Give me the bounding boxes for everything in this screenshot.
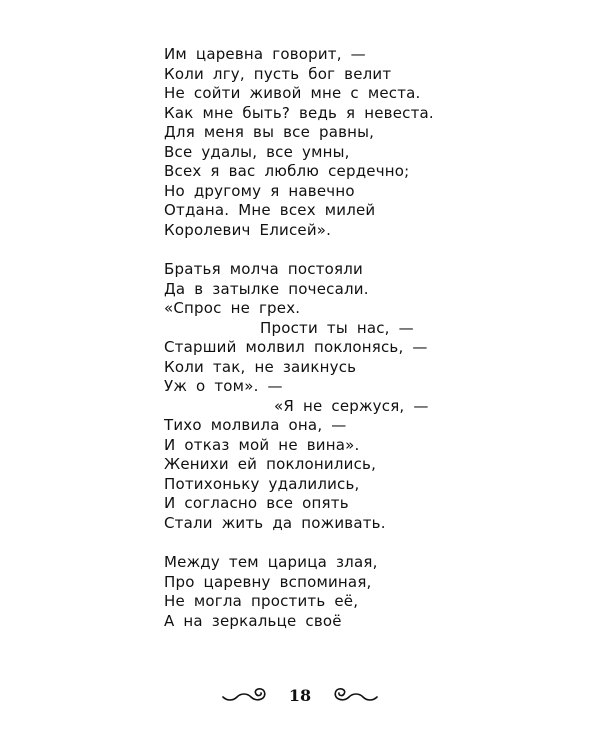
flourish-right-icon bbox=[333, 683, 379, 707]
poem-line: Не сойти живой мне с места. bbox=[164, 84, 421, 102]
poem-line: Все удалы, все умны, bbox=[164, 142, 350, 161]
stanza-3 bbox=[164, 553, 564, 631]
poem-line: Коли так, не заикнусь bbox=[164, 357, 357, 376]
poem-line: Женихи ей поклонились, bbox=[164, 455, 377, 473]
poem-line: Уж о том». — bbox=[164, 377, 283, 395]
poem-line: А на зеркальце своё bbox=[164, 611, 342, 630]
poem-line: Потихоньку удалились, bbox=[164, 474, 360, 493]
poem-line: Стали жить да поживать. bbox=[164, 513, 386, 532]
poem-line: Между тем царица злая, bbox=[164, 553, 378, 571]
poem-line: Но другому я навечно bbox=[164, 181, 355, 200]
poem-line: Отдана. Мне всех милей bbox=[164, 201, 376, 219]
poem-line: Братья молча постояли bbox=[164, 260, 363, 278]
poem-line: Старший молвил поклонясь, — bbox=[164, 338, 428, 356]
poem-line: Да в затылке почесали. bbox=[164, 279, 369, 298]
poem-line: Для меня вы все равны, bbox=[164, 123, 375, 141]
stanza-2 bbox=[164, 260, 564, 533]
poem-line: Как мне быть? ведь я невеста. bbox=[164, 103, 434, 122]
poem-line: Тихо молвила она, — bbox=[164, 416, 347, 434]
stanza-1 bbox=[164, 45, 564, 240]
poem-line: Королевич Елисей». bbox=[164, 220, 332, 239]
page-footer bbox=[0, 677, 600, 713]
poem-line: Всех я вас люблю сердечно; bbox=[164, 162, 410, 180]
poem-line: Коли лгу, пусть бог велит bbox=[164, 64, 392, 83]
poem-line-indented: «Я не сержуся, — bbox=[274, 396, 429, 415]
poem-line: Не могла простить её, bbox=[164, 592, 359, 610]
poem-line: И согласно все опять bbox=[164, 494, 349, 512]
poem-text bbox=[164, 45, 564, 651]
poem-line: «Спрос не грех. bbox=[164, 299, 301, 317]
page-number: 18 bbox=[288, 685, 312, 705]
poem-line: Про царевну вспоминая, bbox=[164, 572, 372, 591]
poem-line: И отказ мой не вина». bbox=[164, 435, 360, 454]
poem-line: Им царевна говорит, — bbox=[164, 45, 366, 63]
flourish-left-icon bbox=[221, 683, 267, 707]
poem-line-indented: Прости ты нас, — bbox=[260, 318, 414, 337]
